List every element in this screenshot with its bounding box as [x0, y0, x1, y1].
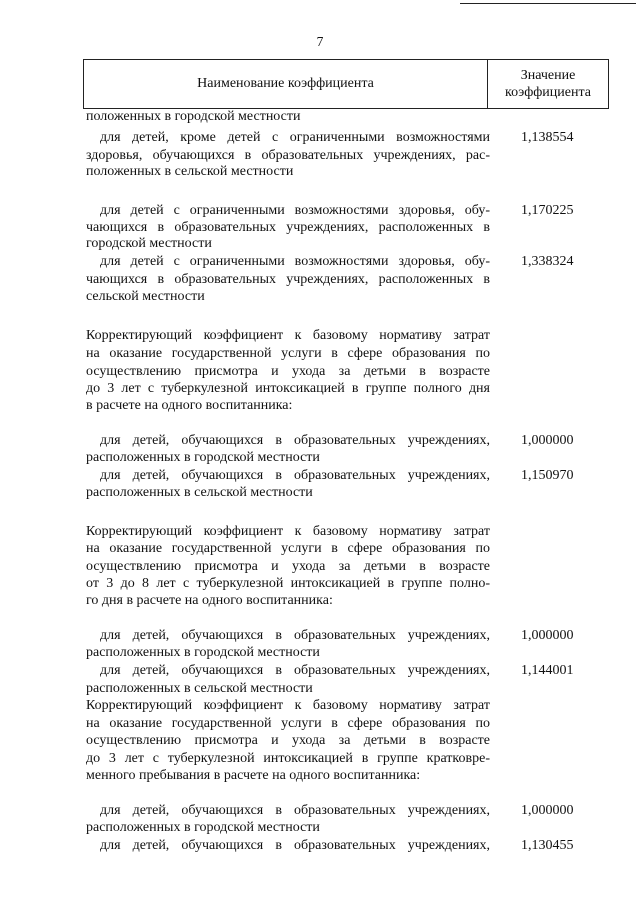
coefficient-value: 1,000000 — [521, 803, 574, 818]
text-line: для детей, кроме детей с ограниченными возможностями — [100, 130, 490, 145]
coefficient-value: 1,170225 — [521, 203, 574, 218]
text-line: на оказание государственной услуги в сфере образования по — [86, 541, 490, 556]
text-line: чающихся в образовательных учреждениях, расположенных в — [86, 220, 490, 235]
text-line: до 3 лет с туберкулезной интоксикацией в группе полного дня — [86, 381, 490, 396]
text-line: расположенных в городской местности — [86, 645, 320, 660]
text-line: для детей, обучающихся в образовательных учреждениях, — [100, 628, 490, 643]
text-line: чающихся в образовательных учреждениях, расположенных в — [86, 272, 490, 287]
header-coefficient-value: Значение коэффициента — [505, 68, 591, 100]
table-header — [83, 59, 609, 109]
text-line: осуществлению присмотра и ухода за детьми в возрасте — [86, 733, 490, 748]
text-line: здоровья, обучающихся в образовательных учреждениях, рас- — [86, 148, 490, 163]
text-line: в расчете на одного воспитанника: — [86, 398, 293, 413]
text-line: расположенных в городской местности — [86, 450, 320, 465]
page-number: 7 — [316, 34, 324, 49]
coefficient-value: 1,144001 — [521, 663, 574, 678]
text-line: осуществлению присмотра и ухода за детьми в возрасте — [86, 364, 490, 379]
coefficient-value: 1,150970 — [521, 468, 574, 483]
text-line: положенных в сельской местности — [86, 164, 294, 179]
text-line: Корректирующий коэффициент к базовому нормативу затрат — [86, 698, 490, 713]
text-line: менного пребывания в расчете на одного воспитанника: — [86, 768, 421, 783]
text-line: положенных в городской местности — [86, 109, 301, 124]
coefficient-value: 1,000000 — [521, 433, 574, 448]
coefficient-value: 1,130455 — [521, 838, 574, 853]
text-line: для детей, обучающихся в образовательных учреждениях, — [100, 803, 490, 818]
text-line: расположенных в сельской местности — [86, 485, 313, 500]
coefficient-value: 1,000000 — [521, 628, 574, 643]
text-line: на оказание государственной услуги в сфере образования по — [86, 346, 490, 361]
text-line: Корректирующий коэффициент к базовому нормативу затрат — [86, 524, 490, 539]
coefficient-value: 1,338324 — [521, 254, 574, 269]
text-line: для детей, обучающихся в образовательных учреждениях, — [100, 468, 490, 483]
text-line: от 3 до 8 лет с туберкулезной интоксикацией в группе полно- — [86, 576, 490, 591]
text-line: для детей, обучающихся в образовательных учреждениях, — [100, 838, 490, 853]
text-line: расположенных в сельской местности — [86, 681, 313, 696]
text-line: до 3 лет с туберкулезной интоксикацией в группе кратковре- — [86, 751, 490, 766]
header-coefficient-name: Наименование коэффициента — [84, 60, 488, 108]
text-line: сельской местности — [86, 289, 205, 304]
text-line: для детей с ограниченными возможностями здоровья, обу- — [100, 254, 490, 269]
text-line: осуществлению присмотра и ухода за детьми в возрасте — [86, 559, 490, 574]
text-line: го дня в расчете на одного воспитанника: — [86, 593, 333, 608]
text-line: для детей, обучающихся в образовательных учреждениях, — [100, 663, 490, 678]
text-line: для детей, обучающихся в образовательных учреждениях, — [100, 433, 490, 448]
text-line: Корректирующий коэффициент к базовому нормативу затрат — [86, 328, 490, 343]
text-line: на оказание государственной услуги в сфере образования по — [86, 716, 490, 731]
coefficient-value: 1,138554 — [521, 130, 574, 145]
text-line: городской местности — [86, 236, 212, 251]
top-rule — [460, 3, 636, 4]
text-line: для детей с ограниченными возможностями здоровья, обу- — [100, 203, 490, 218]
text-line: расположенных в городской местности — [86, 820, 320, 835]
